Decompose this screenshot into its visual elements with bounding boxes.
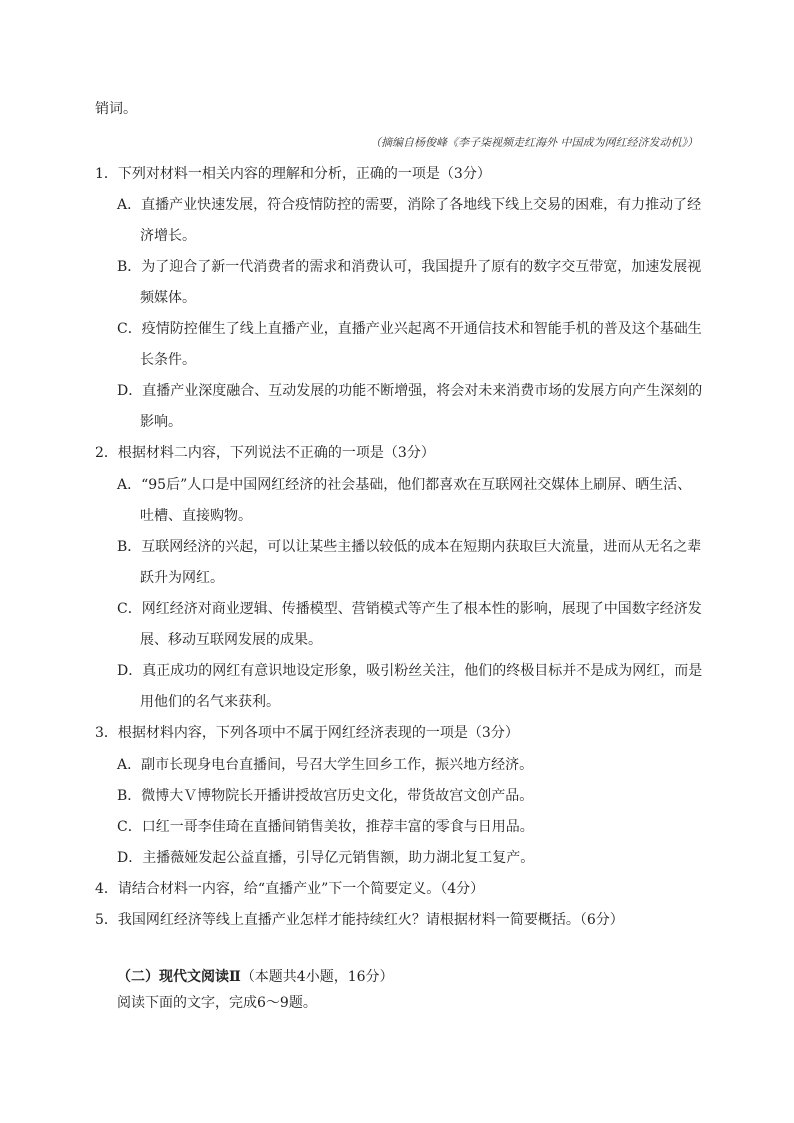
q3-option-a: A．副市长现身电台直播间，号召大学生回乡工作，振兴地方经济。 — [117, 757, 534, 773]
q1-option-b: B．为了迎合了新一代消费者的需求和消费认可，我国提升了原有的数字交互带宽，加速发展视 — [117, 259, 702, 275]
q1-option-a-cont: 济增长。 — [140, 228, 196, 244]
q2-option-c-cont: 展、移动互联网发展的成果。 — [140, 632, 322, 648]
q2-option-d-cont: 用他们的名气来获利。 — [140, 694, 280, 710]
q2-option-b-cont: 跃升为网红。 — [140, 570, 224, 586]
q2-option-a-cont: 吐槽、直接购物。 — [140, 508, 252, 524]
question-3-stem: 3．根据材料内容，下列各项中不属于网红经济表现的一项是（3分） — [95, 725, 519, 741]
q2-option-b: B．互联网经济的兴起，可以让某些主播以较低的成本在短期内获取巨大流量，进而从无名之辈 — [117, 539, 702, 555]
q3-option-d: D．主播薇娅发起公益直播，引导亿元销售额，助力湖北复工复产。 — [117, 850, 535, 866]
q3-option-c: C．口红一哥李佳琦在直播间销售美妆，推荐丰富的零食与日用品。 — [117, 819, 534, 835]
section-title: （二）现代文阅读Ⅱ — [117, 969, 241, 985]
q1-option-a: A．直播产业快速发展，符合疫情防控的需要，消除了各地线下线上交易的困难，有力推动了经 — [117, 197, 702, 213]
q2-option-d: D．真正成功的网红有意识地设定形象，吸引粉丝关注，他们的终极目标并不是成为网红，而是 — [117, 663, 703, 679]
section-instruction: 阅读下面的文字，完成6～9题。 — [117, 995, 317, 1011]
question-2-stem: 2．根据材料二内容，下列说法不正确的一项是（3分） — [95, 445, 435, 461]
source-citation: （摘编自杨俊峰《李子柒视频走红海外 中国成为网红经济发动机》） — [370, 136, 698, 149]
top-fragment: 销词。 — [95, 101, 137, 117]
section-heading — [117, 968, 394, 986]
q2-option-a: A．“95后”人口是中国网红经济的社会基础，他们都喜欢在互联网社交媒体上刷屏、晒生活、 — [117, 477, 692, 493]
section-note: （本题共4小题，16分） — [240, 969, 394, 985]
q1-option-d: D．直播产业深度融合、互动发展的功能不断增强，将会对未来消费市场的发展方向产生深刻的 — [117, 383, 703, 399]
question-5-stem: 5．我国网红经济等线上直播产业怎样才能持续红火？请根据材料一简要概括。（6分） — [95, 912, 624, 928]
q1-option-b-cont: 频媒体。 — [140, 290, 196, 306]
q1-option-c: C．疫情防控催生了线上直播产业，直播产业兴起离不开通信技术和智能手机的普及这个基础生 — [117, 321, 702, 337]
q1-option-d-cont: 影响。 — [140, 414, 182, 430]
question-1-stem: 1．下列对材料一相关内容的理解和分析，正确的一项是（3分） — [95, 166, 491, 182]
q2-option-c: C．网红经济对商业逻辑、传播模型、营销模式等产生了根本性的影响，展现了中国数字经济发 — [117, 601, 702, 617]
question-4-stem: 4．请结合材料一内容，给“直播产业”下一个简要定义。（4分） — [95, 881, 485, 897]
q1-option-c-cont: 长条件。 — [140, 352, 196, 368]
q3-option-b: B．微博大Ｖ博物院长开播讲授故宫历史文化，带货故宫文创产品。 — [117, 788, 534, 804]
